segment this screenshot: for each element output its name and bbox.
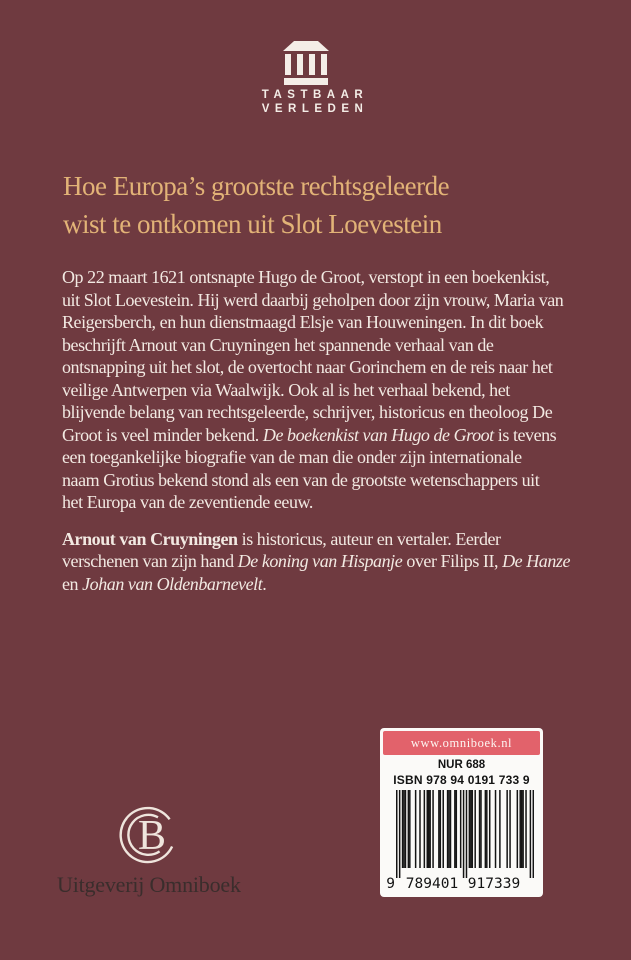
temple-icon — [283, 41, 329, 87]
body-line: Op 22 maart 1621 ontsnapte Hugo de Groot, verstopt in een boekenkist, — [62, 267, 550, 287]
body-line: uit Slot Loevestein. Hij werd daarbij geholpen door zijn vrouw, Maria van — [62, 289, 564, 310]
nur-code: NUR 688 — [437, 759, 486, 771]
isbn-number: ISBN 978 94 0191 733 9 — [393, 773, 530, 787]
body-line: een toegankelijke biografie van de man die onder zijn internationale — [62, 447, 522, 467]
body-text — [62, 266, 602, 595]
paragraph — [62, 528, 602, 596]
headline-line2: wist te ontkomen uit Slot Loevestein — [63, 209, 442, 239]
body-line: beschrijft Arnout van Cruyningen het spannende verhaal van de — [62, 334, 494, 355]
body-line: Groot is veel minder bekend. De boekenkist van Hugo de Groot is tevens — [62, 424, 557, 445]
headline — [63, 167, 583, 243]
ean13-barcode — [396, 790, 534, 878]
body-line: ontsnapping uit het slot, de overtocht naar Gorinchem en de reis naar het — [62, 357, 553, 377]
body-line: veilige Antwerpen via Waalwijk. Ook al is het verhaal bekend, het — [62, 379, 510, 400]
ean-group1: 789401 — [405, 876, 459, 892]
website-banner — [383, 731, 540, 755]
body-line: en Johan van Oldenbarnevelt. — [62, 573, 267, 594]
logo-letter: B — [138, 813, 167, 859]
body-line: verschenen van zijn hand De koning van Hispanje over Filips II, De Hanze — [62, 551, 570, 571]
temple-base — [284, 78, 328, 85]
temple-roof — [283, 41, 329, 51]
ean-first-digit: 9 — [386, 876, 395, 892]
temple-columns — [285, 54, 327, 75]
website-url: www.omniboek.nl — [410, 735, 513, 750]
body-line: Reigersberch, en hun dienstmaagd Elsje van Houweningen. In dit boek — [62, 312, 544, 332]
body-line: Arnout van Cruyningen is historicus, auteur en vertaler. Eerder — [62, 528, 501, 549]
body-line: naam Grotius bekend stond als een van de grootste wetenschappers uit — [62, 469, 540, 490]
imprint-name — [233, 89, 397, 116]
body-line: het Europa van de zeventiende eeuw. — [62, 492, 313, 512]
body-line: blijvende belang van rechtsgeleerde, schrijver, historicus en theoloog De — [62, 402, 553, 422]
barcode-panel — [380, 728, 543, 897]
publisher-name: Uitgeverij Omniboek — [57, 872, 241, 897]
imprint-line2: VERLEDEN — [261, 102, 369, 115]
headline-line1: Hoe Europa’s grootste rechtsgeleerde — [63, 171, 450, 201]
omniboek-logo-icon — [117, 803, 181, 867]
paragraph — [62, 266, 602, 514]
imprint-line1: TASTBAAR — [261, 89, 369, 101]
ean-group2: 917339 — [467, 876, 521, 892]
